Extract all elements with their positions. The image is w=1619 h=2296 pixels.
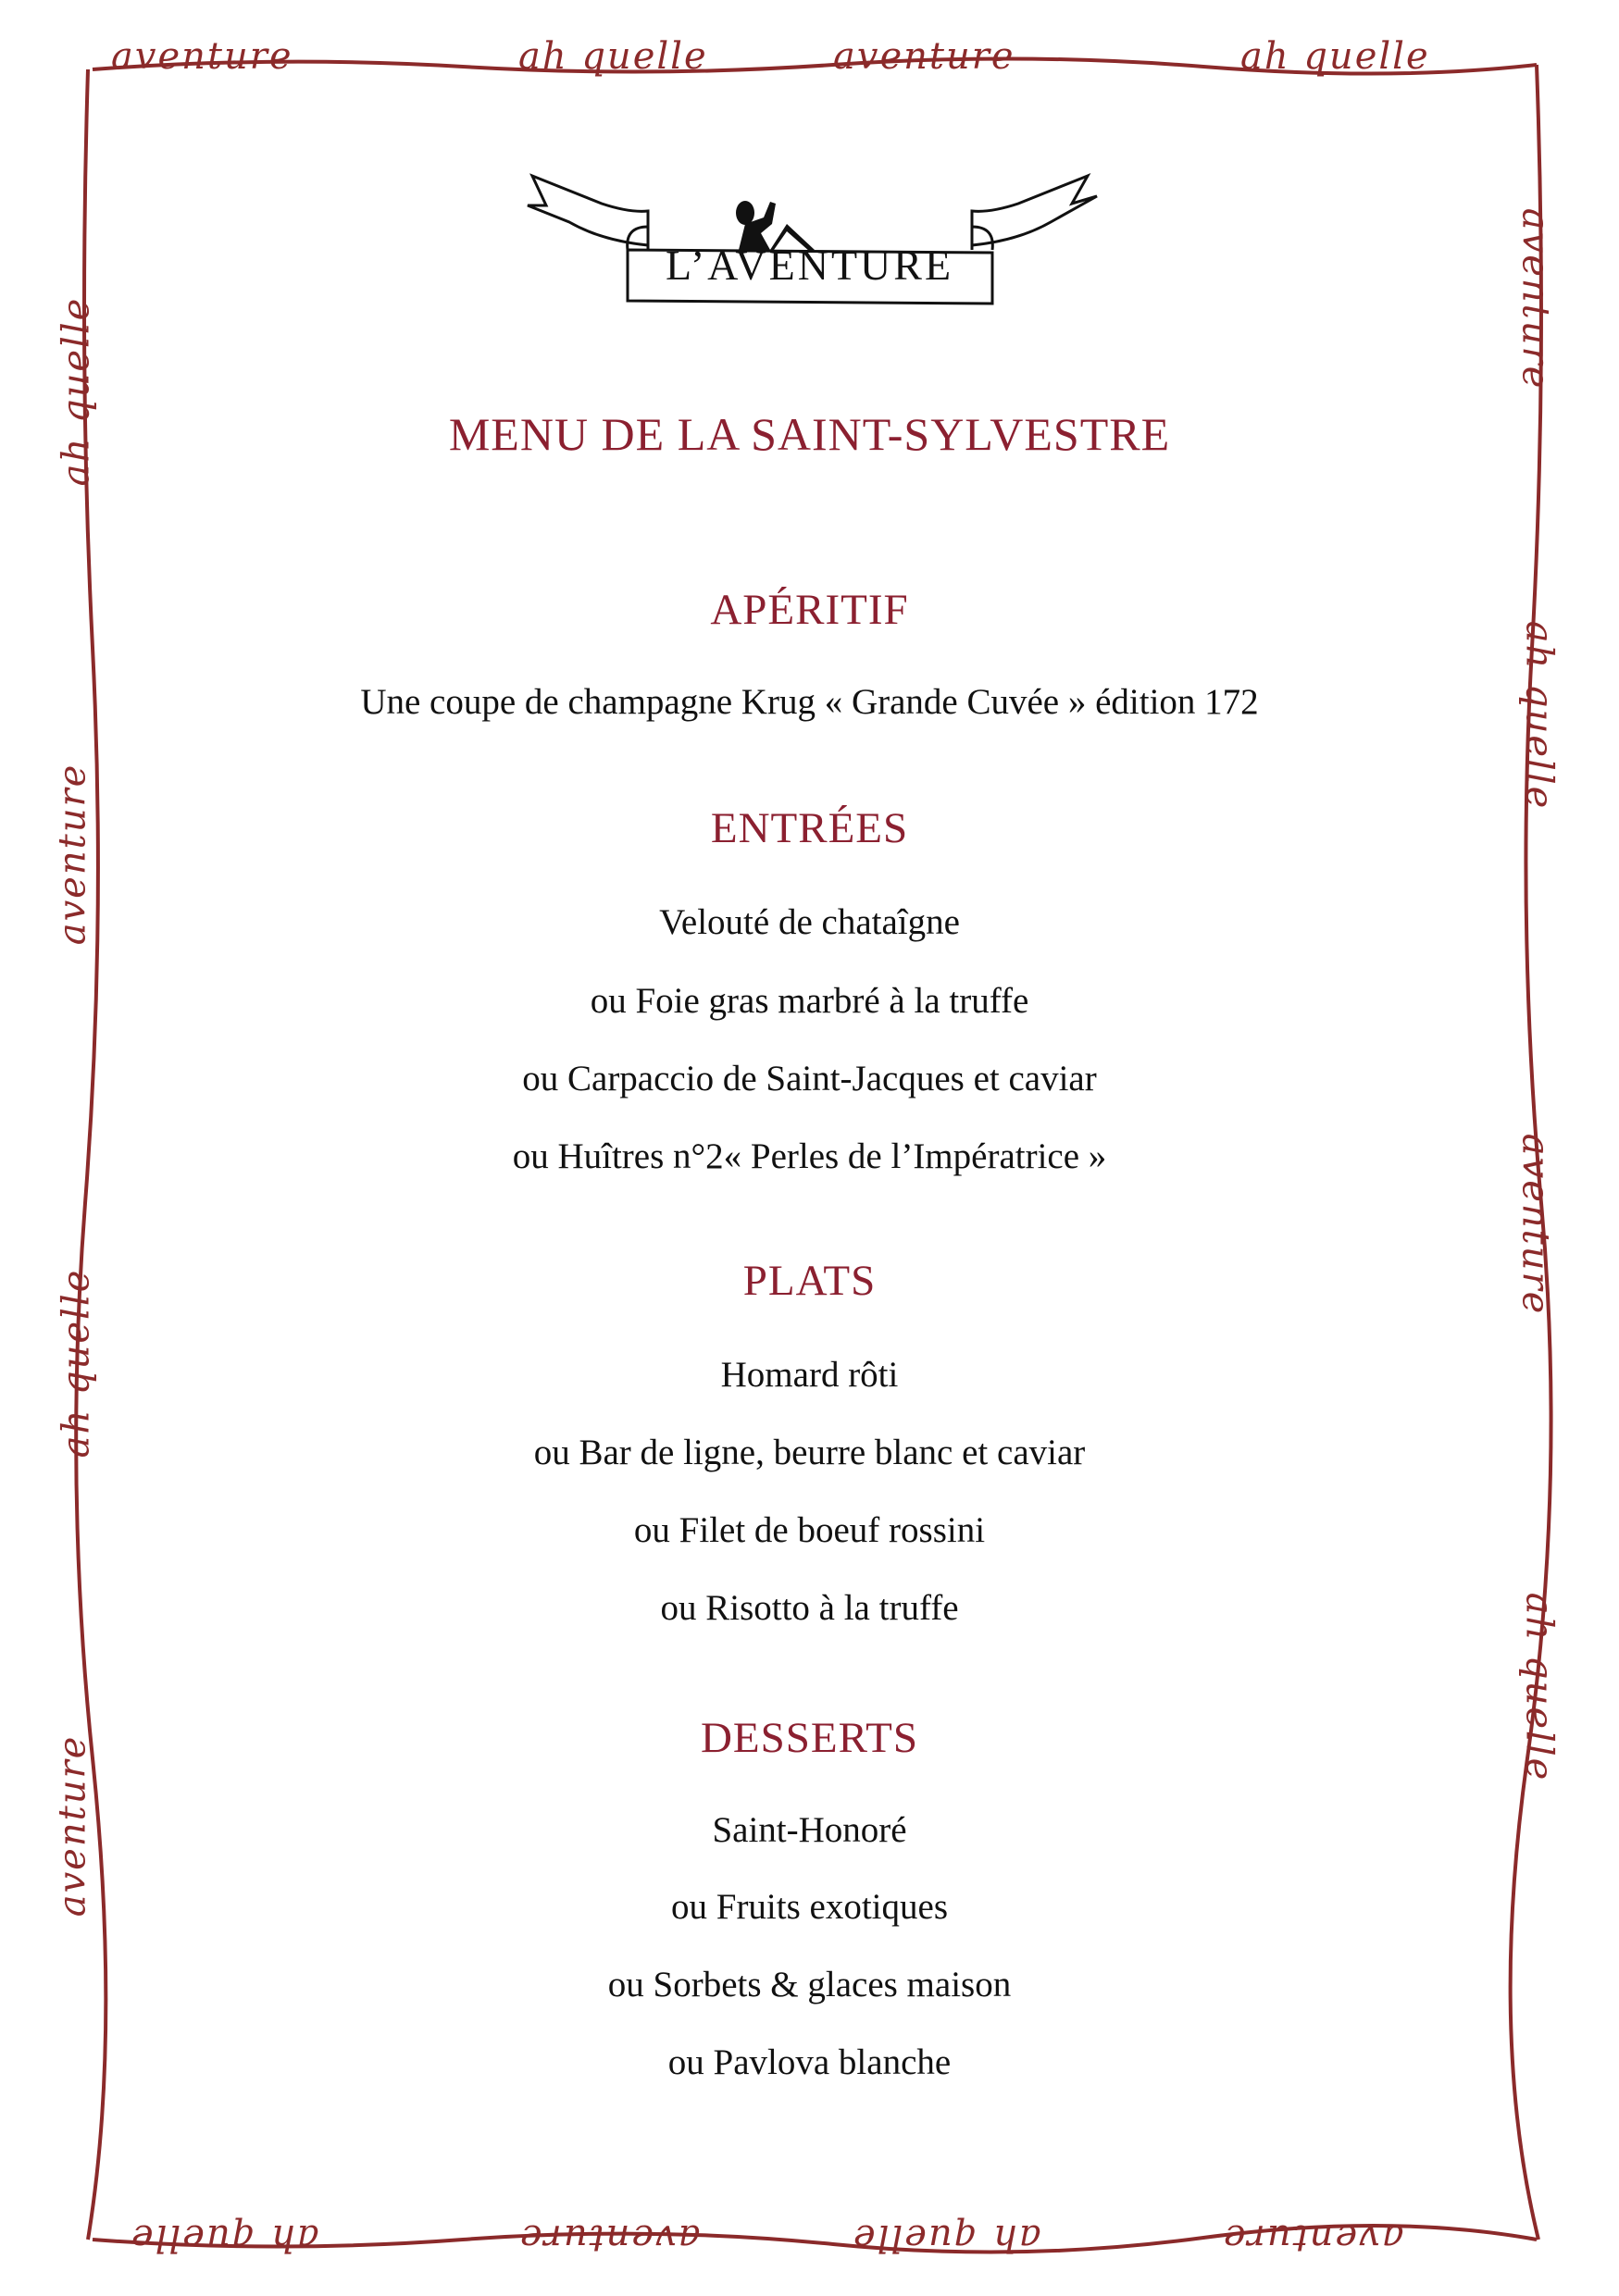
page-title: MENU DE LA SAINT-SYLVESTRE <box>448 408 1171 460</box>
menu-item: ou Filet de boeuf rossini <box>633 1510 986 1550</box>
section-heading-aperitif: APÉRITIF <box>710 586 909 634</box>
menu-item: Homard rôti <box>720 1355 899 1395</box>
logo-text: L’AVENTURE <box>665 242 954 289</box>
logo-banner-icon <box>518 157 1102 315</box>
border-text: aventure <box>1513 1133 1557 1316</box>
border-text: ah quelle <box>1517 620 1561 811</box>
menu-item: ou Sorbets & glaces maison <box>607 1965 1012 2004</box>
border-text: aventure <box>833 35 1015 78</box>
border-text: aventure <box>111 35 293 78</box>
border-text: ah quelle <box>852 2216 1041 2259</box>
menu-item: ou Bar de ligne, beurre blanc et caviar <box>533 1433 1086 1472</box>
menu-item: Saint-Honoré <box>712 1810 907 1850</box>
menu-item: ou Carpaccio de Saint-Jacques et caviar <box>522 1059 1097 1098</box>
section-heading-entrees: ENTRÉES <box>710 804 909 852</box>
border-text: ah quelle <box>55 1268 98 1458</box>
border-text: aventure <box>51 1734 94 1917</box>
menu-item: ou Huîtres n°2« Perles de l’Impératrice » <box>512 1136 1107 1176</box>
border-text: ah quelle <box>1517 1592 1561 1782</box>
border-text: ah quelle <box>1240 35 1430 78</box>
section-heading-desserts: DESSERTS <box>700 1714 918 1762</box>
menu-item: ou Foie gras marbré à la truffe <box>590 981 1029 1021</box>
menu-item: ou Pavlova blanche <box>667 2042 952 2082</box>
menu-item: ou Risotto à la truffe <box>660 1588 959 1628</box>
border-text: aventure <box>1513 207 1557 391</box>
border-text: ah quelle <box>518 35 708 78</box>
menu-item: Une coupe de champagne Krug « Grande Cuvée » édition 172 <box>360 682 1259 722</box>
border-text: ah quelle <box>130 2216 319 2259</box>
border-text: aventure <box>518 2216 701 2259</box>
border-text: aventure <box>1222 2216 1404 2259</box>
section-heading-plats: PLATS <box>742 1257 877 1305</box>
menu-item: Velouté de chataîgne <box>659 902 960 942</box>
border-text: aventure <box>51 763 94 946</box>
menu-item: ou Fruits exotiques <box>671 1887 948 1927</box>
border-text: ah quelle <box>55 296 98 487</box>
